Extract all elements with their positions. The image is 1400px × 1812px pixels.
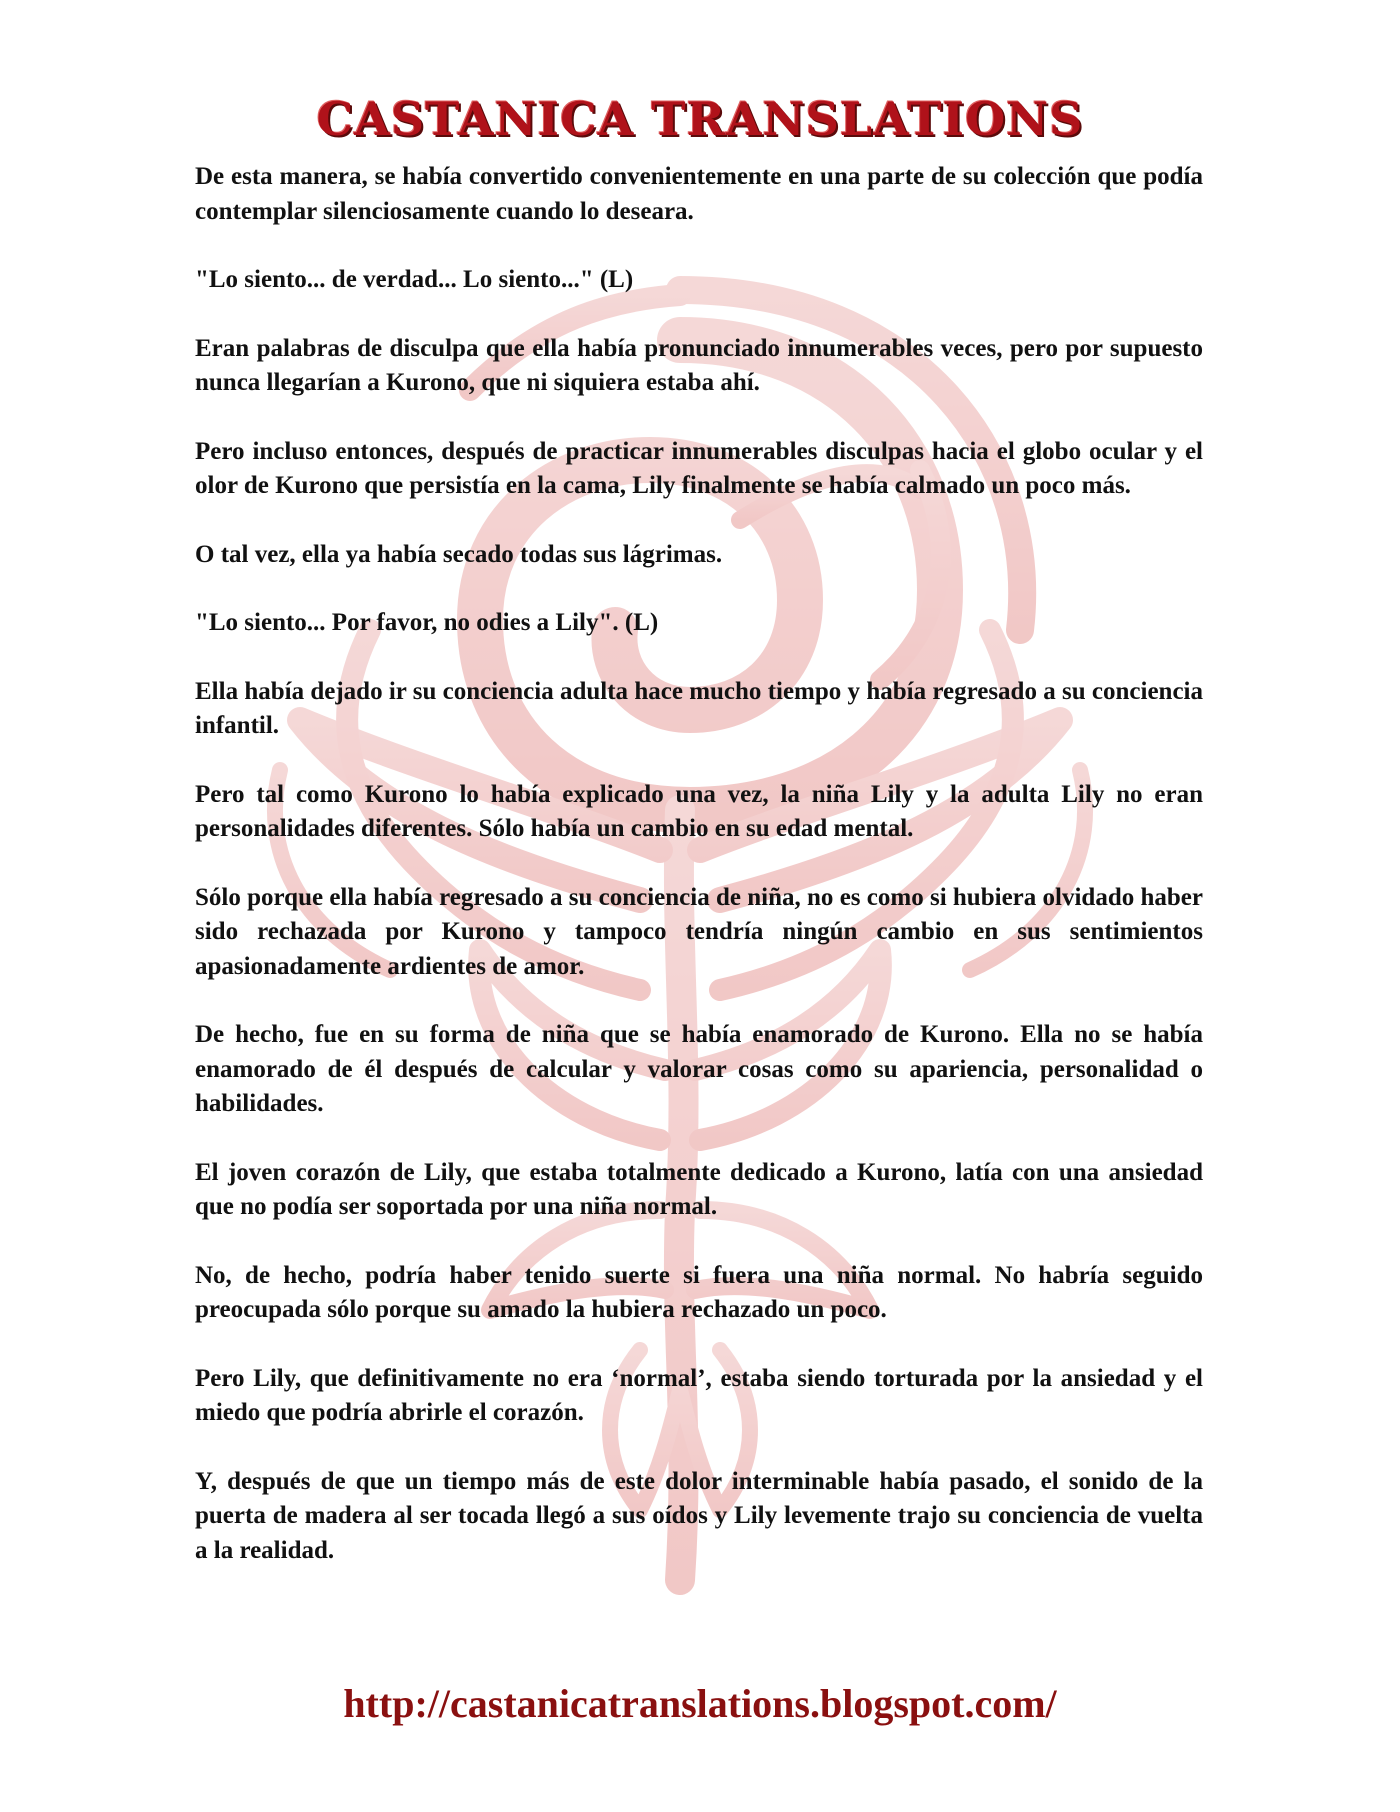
paragraph: "Lo siento... de verdad... Lo siento..." (L) (195, 266, 634, 293)
chapter-text (195, 160, 1203, 1602)
paragraph: Eran palabras de disculpa que ella había pronunciado innumerables veces, pero por supuesto nunca llegarían a Kurono, que ni siquiera estaba ahí. (195, 334, 1203, 396)
paragraph: Sólo porque ella había regresado a su conciencia de niña, no es como si hubiera olvidado haber sido rechazada por Kurono y tampoco tendría ningún cambio en sus sentimientos apasionadamente ardientes de amor. (195, 883, 1203, 980)
paragraph: Y, después de que un tiempo más de este dolor interminable había pasado, el sonido de la puerta de madera al ser tocada llegó a sus oídos y Lily levemente trajo su conciencia de vuelta a la realidad. (195, 1467, 1203, 1564)
paragraph: Pero tal como Kurono lo había explicado una vez, la niña Lily y la adulta Lily no eran personalidades diferentes. Sólo había un cambio en su edad mental. (195, 780, 1203, 842)
paragraph: Pero incluso entonces, después de practicar innumerables disculpas hacia el globo ocular y el olor de Kurono que persistía en la cama, Lily finalmente se había calmado un poco más. (195, 437, 1203, 499)
site-title: CASTANICA TRANSLATIONS (316, 92, 1084, 146)
paragraph: Ella había dejado ir su conciencia adulta hace mucho tiempo y había regresado a su conciencia infantil. (195, 677, 1203, 739)
paragraph: De esta manera, se había convertido convenientemente en una parte de su colección que podía contemplar silenciosamente cuando lo deseara. (195, 163, 1203, 225)
blog-url-link[interactable]: http://castanicatranslations.blogspot.com/ (343, 1681, 1057, 1726)
paragraph: No, de hecho, podría haber tenido suerte si fuera una niña normal. No habría seguido preocupada sólo porque su amado la hubiera rechazado un poco. (195, 1261, 1203, 1323)
paragraph: El joven corazón de Lily, que estaba totalmente dedicado a Kurono, latía con una ansiedad que no podía ser soportada por una niña normal. (195, 1158, 1203, 1220)
paragraph: De hecho, fue en su forma de niña que se había enamorado de Kurono. Ella no se había enamorado de él después de calcular y valorar cosas como su apariencia, personalidad o habilidades. (195, 1021, 1203, 1117)
paragraph: Pero Lily, que definitivamente no era ‘normal’, estaba siendo torturada por la ansiedad y el miedo que podría abrirle el corazón. (195, 1364, 1203, 1426)
paragraph: O tal vez, ella ya había secado todas sus lágrimas. (195, 540, 723, 568)
paragraph: "Lo siento... Por favor, no odies a Lily". (L) (195, 609, 659, 636)
